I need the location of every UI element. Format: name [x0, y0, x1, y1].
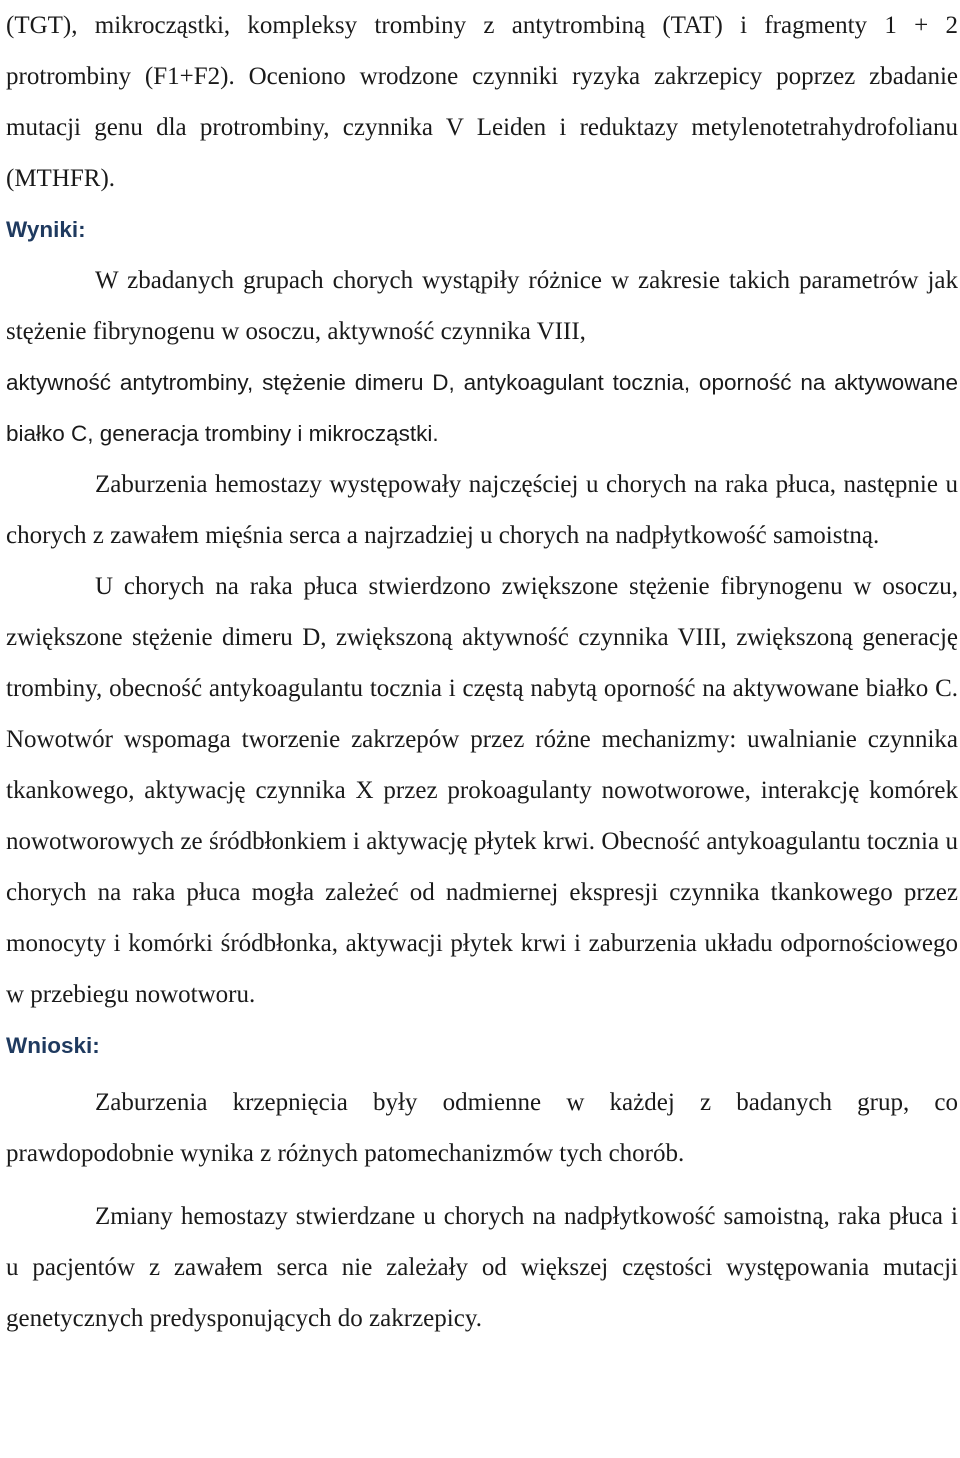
conclusions-heading: Wnioski: — [6, 1033, 100, 1058]
results-paragraph-4: U chorych na raka płuca stwierdzono zwiększone stężenie fibrynogenu w osoczu, zwiększone stężenie dimeru D, zwiększoną aktywność czynnika VIII, zwiększoną generację trombiny, obecność antykoagulantu tocznia i częstą nabytą oporność na aktywowane białko C. Nowotwór wspomaga tworzenie zakrzepów przez różne mechanizmy: uwalnianie czynnika tkankowego, aktywację czynnika X przez prokoagulanty nowotworowe, interakcję komórek nowotworowych ze śródbłonkiem i aktywację płytek krwi. Obecność antykoagulantu tocznia u chorych na raka płuca mogła zależeć od nadmiernej ekspresji czynnika tkankowego przez monocyty i komórki śródbłonka, aktywacji płytek krwi i zaburzenia układu odpornościowego w przebiegu nowotworu. — [6, 573, 958, 1008]
document-page — [6, 0, 958, 1344]
results-paragraph-1: W zbadanych grupach chorych wystąpiły różnice w zakresie takich parametrów jak stężenie fibrynogenu w osoczu, aktywność czynnika VIII, — [6, 267, 958, 345]
results-paragraph-2: aktywność antytrombiny, stężenie dimeru D, antykoagulant tocznia, oporność na aktywowane białko C, generacja trombiny i mikrocząstki. — [6, 370, 958, 446]
results-paragraph-3: Zaburzenia hemostazy występowały najczęściej u chorych na raka płuca, następnie u chorych z zawałem mięśnia serca a najrzadziej u chorych na nadpłytkowość samoistną. — [6, 471, 958, 549]
spacer — [6, 1179, 958, 1191]
intro-paragraph: (TGT), mikrocząstki, kompleksy trombiny z antytrombiną (TAT) i fragmenty 1 + 2 protrombiny (F1+F2). Oceniono wrodzone czynniki ryzyka zakrzepicy poprzez zbadanie mutacji genu dla protrombiny, czynnika V Leiden i reduktazy metylenotetrahydrofolianu (MTHFR). — [6, 12, 958, 192]
conclusions-paragraph-2: Zmiany hemostazy stwierdzane u chorych na nadpłytkowość samoistną, raka płuca i u pacjentów z zawałem serca nie zależały od większej częstości występowania mutacji genetycznych predysponujących do zakrzepicy. — [6, 1203, 958, 1332]
results-heading: Wyniki: — [6, 217, 86, 242]
conclusions-paragraph-1: Zaburzenia krzepnięcia były odmienne w każdej z badanych grup, co prawdopodobnie wynika z różnych patomechanizmów tych chorób. — [6, 1089, 958, 1167]
